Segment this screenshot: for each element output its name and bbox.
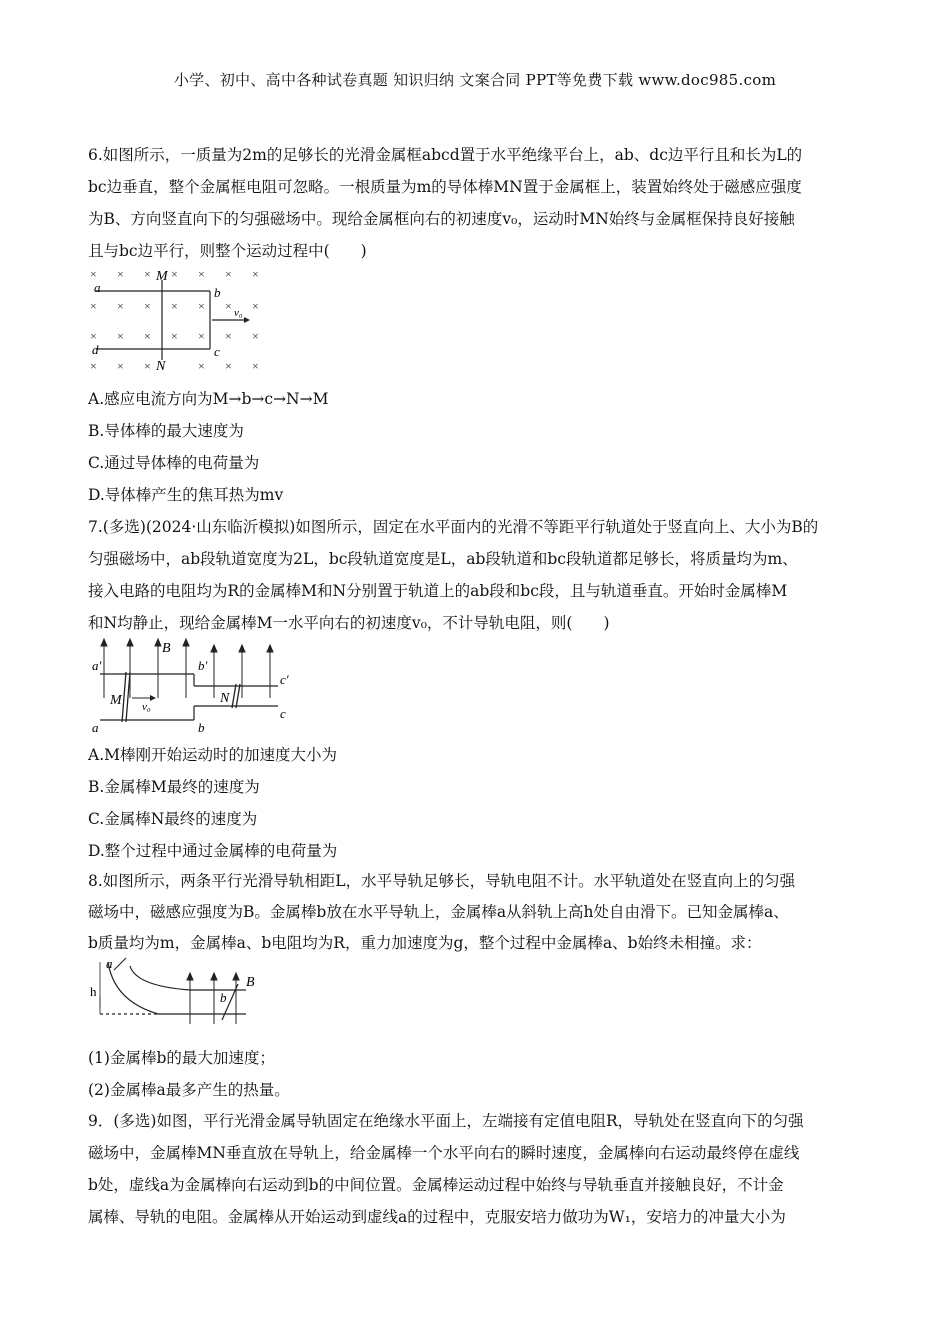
q7-option-a: A.M棒刚开始运动时的加速度大小为 bbox=[88, 746, 337, 764]
label-c-prime: c′ bbox=[280, 672, 289, 687]
label-N: N bbox=[156, 359, 166, 374]
svg-text:×: × bbox=[252, 267, 259, 281]
rod-a bbox=[114, 958, 126, 970]
svg-text:×: × bbox=[144, 299, 151, 313]
svg-text:×: × bbox=[252, 359, 259, 373]
q7-line: 匀强磁场中，ab段轨道宽度为2L，bc段轨道宽度是L，ab段轨道和bc段轨道都足够长，将质量均为m、 bbox=[88, 550, 798, 568]
q6-option-d: D.导体棒产生的焦耳热为mv bbox=[88, 486, 284, 504]
rod-N bbox=[232, 684, 240, 708]
q7-option-b: B.金属棒M最终的速度为 bbox=[88, 778, 260, 796]
label-M: M bbox=[110, 693, 122, 708]
q6-option-c: C.通过导体棒的电荷量为 bbox=[88, 454, 260, 472]
q9-line: b处，虚线a为金属棒向右运动到b的中间位置。金属棒运动过程中始终与导轨垂直并接触良好，不计金 bbox=[88, 1176, 784, 1194]
label-a: a bbox=[92, 720, 99, 734]
label-B: B bbox=[162, 641, 171, 656]
q6-line: 且与bc边平行，则整个运动过程中( ) bbox=[88, 242, 367, 260]
q7-line: 7.(多选)(2024·山东临沂模拟)如图所示，固定在水平面内的光滑不等距平行轨道处于竖直向上、大小为B的 bbox=[88, 518, 819, 536]
svg-text:×: × bbox=[225, 329, 232, 343]
svg-text:×: × bbox=[90, 359, 97, 373]
label-v0: v₀ bbox=[142, 701, 151, 713]
label-a: a bbox=[94, 280, 101, 295]
svg-text:×: × bbox=[198, 359, 205, 373]
q9-line: 属棒、导轨的电阻。金属棒从开始运动到虚线a的过程中，克服安培力做功为W₁，安培力的冲量大小为 bbox=[88, 1208, 786, 1226]
svg-text:×: × bbox=[225, 299, 232, 313]
rails bbox=[100, 962, 246, 1014]
q9-line: 磁场中，金属棒MN垂直放在导轨上，给金属棒一个水平向右的瞬时速度，金属棒向右运动最终停在虚线 bbox=[88, 1144, 800, 1162]
svg-text:×: × bbox=[144, 329, 151, 343]
q6-option-a: A.感应电流方向为M→b→c→N→M bbox=[88, 390, 329, 408]
svg-text:×: × bbox=[252, 329, 259, 343]
q6-line: 6.如图所示，一质量为2m的足够长的光滑金属框abcd置于水平绝缘平台上，ab、dc边平行且和长为L的 bbox=[88, 146, 803, 164]
label-c: c bbox=[214, 344, 220, 359]
label-b: b bbox=[198, 720, 205, 734]
svg-text:×: × bbox=[90, 267, 97, 281]
q8-sub-1: (1)金属棒b的最大加速度； bbox=[88, 1049, 275, 1067]
q7-figure bbox=[86, 636, 306, 734]
svg-text:×: × bbox=[117, 329, 124, 343]
label-c: c bbox=[280, 706, 286, 721]
field-arrows bbox=[101, 639, 273, 698]
svg-text:×: × bbox=[252, 299, 259, 313]
svg-text:×: × bbox=[90, 329, 97, 343]
svg-text:×: × bbox=[117, 267, 124, 281]
q6-line: 为B、方向竖直向下的匀强磁场中。现给金属框向右的初速度v₀，运动时MN始终与金属框保持良好接触 bbox=[88, 210, 795, 228]
svg-text:×: × bbox=[171, 299, 178, 313]
label-v0: v₀ bbox=[234, 307, 243, 319]
label-M: M bbox=[156, 269, 168, 284]
q8-figure bbox=[86, 956, 266, 1036]
page-header: 小学、初中、高中各种试卷真题 知识归纳 文案合同 PPT等免费下载 www.doc985.com bbox=[173, 71, 777, 89]
q7-line: 接入电路的电阻均为R的金属棒M和N分别置于轨道上的ab段和bc段，且与轨道垂直。开始时金属棒M bbox=[88, 582, 788, 600]
svg-text:×: × bbox=[144, 267, 151, 281]
label-N: N bbox=[220, 691, 230, 706]
svg-text:×: × bbox=[198, 329, 205, 343]
label-a-prime: a′ bbox=[92, 658, 102, 673]
q8-line: 8.如图所示，两条平行光滑导轨相距L，水平导轨足够长，导轨电阻不计。水平轨道处在竖直向上的匀强 bbox=[88, 872, 796, 890]
q6-line: bc边垂直，整个金属框电阻可忽略。一根质量为m的导体棒MN置于金属框上，装置始终处于磁感应强度 bbox=[88, 178, 802, 196]
q7-line: 和N均静止，现给金属棒M一水平向右的初速度v₀，不计导轨电阻，则( ) bbox=[88, 614, 610, 632]
q6-option-b: B.导体棒的最大速度为 bbox=[88, 422, 244, 440]
svg-text:×: × bbox=[117, 359, 124, 373]
label-b: b bbox=[220, 990, 227, 1005]
q6-figure bbox=[86, 264, 276, 378]
metal-frame bbox=[96, 280, 250, 360]
svg-text:×: × bbox=[225, 359, 232, 373]
label-B: B bbox=[246, 975, 255, 990]
label-b-prime: b′ bbox=[198, 658, 208, 673]
q9-line: 9．(多选)如图，平行光滑金属导轨固定在绝缘水平面上，左端接有定值电阻R，导轨处在竖直向下的匀强 bbox=[88, 1112, 804, 1130]
q8-line: b质量均为m，金属棒a、b电阻均为R，重力加速度为g，整个过程中金属棒a、b始终未相撞。求： bbox=[88, 934, 762, 952]
svg-text:×: × bbox=[198, 267, 205, 281]
q7-option-c: C.金属棒N最终的速度为 bbox=[88, 810, 258, 828]
svg-text:×: × bbox=[117, 299, 124, 313]
q8-line: 磁场中，磁感应强度为B。金属棒b放在水平导轨上，金属棒a从斜轨上高h处自由滑下。已知金属棒a、 bbox=[88, 903, 789, 921]
svg-text:×: × bbox=[171, 267, 178, 281]
q7-option-d: D.整个过程中通过金属棒的电荷量为 bbox=[88, 842, 338, 860]
label-h: h bbox=[90, 984, 97, 999]
svg-text:×: × bbox=[144, 359, 151, 373]
svg-text:×: × bbox=[198, 299, 205, 313]
label-b: b bbox=[214, 285, 221, 300]
svg-text:×: × bbox=[90, 299, 97, 313]
label-a: a bbox=[106, 956, 113, 971]
svg-text:×: × bbox=[225, 267, 232, 281]
q8-sub-2: (2)金属棒a最多产生的热量。 bbox=[88, 1081, 290, 1099]
svg-text:×: × bbox=[171, 329, 178, 343]
rod-M bbox=[122, 672, 130, 722]
label-d: d bbox=[92, 342, 99, 357]
